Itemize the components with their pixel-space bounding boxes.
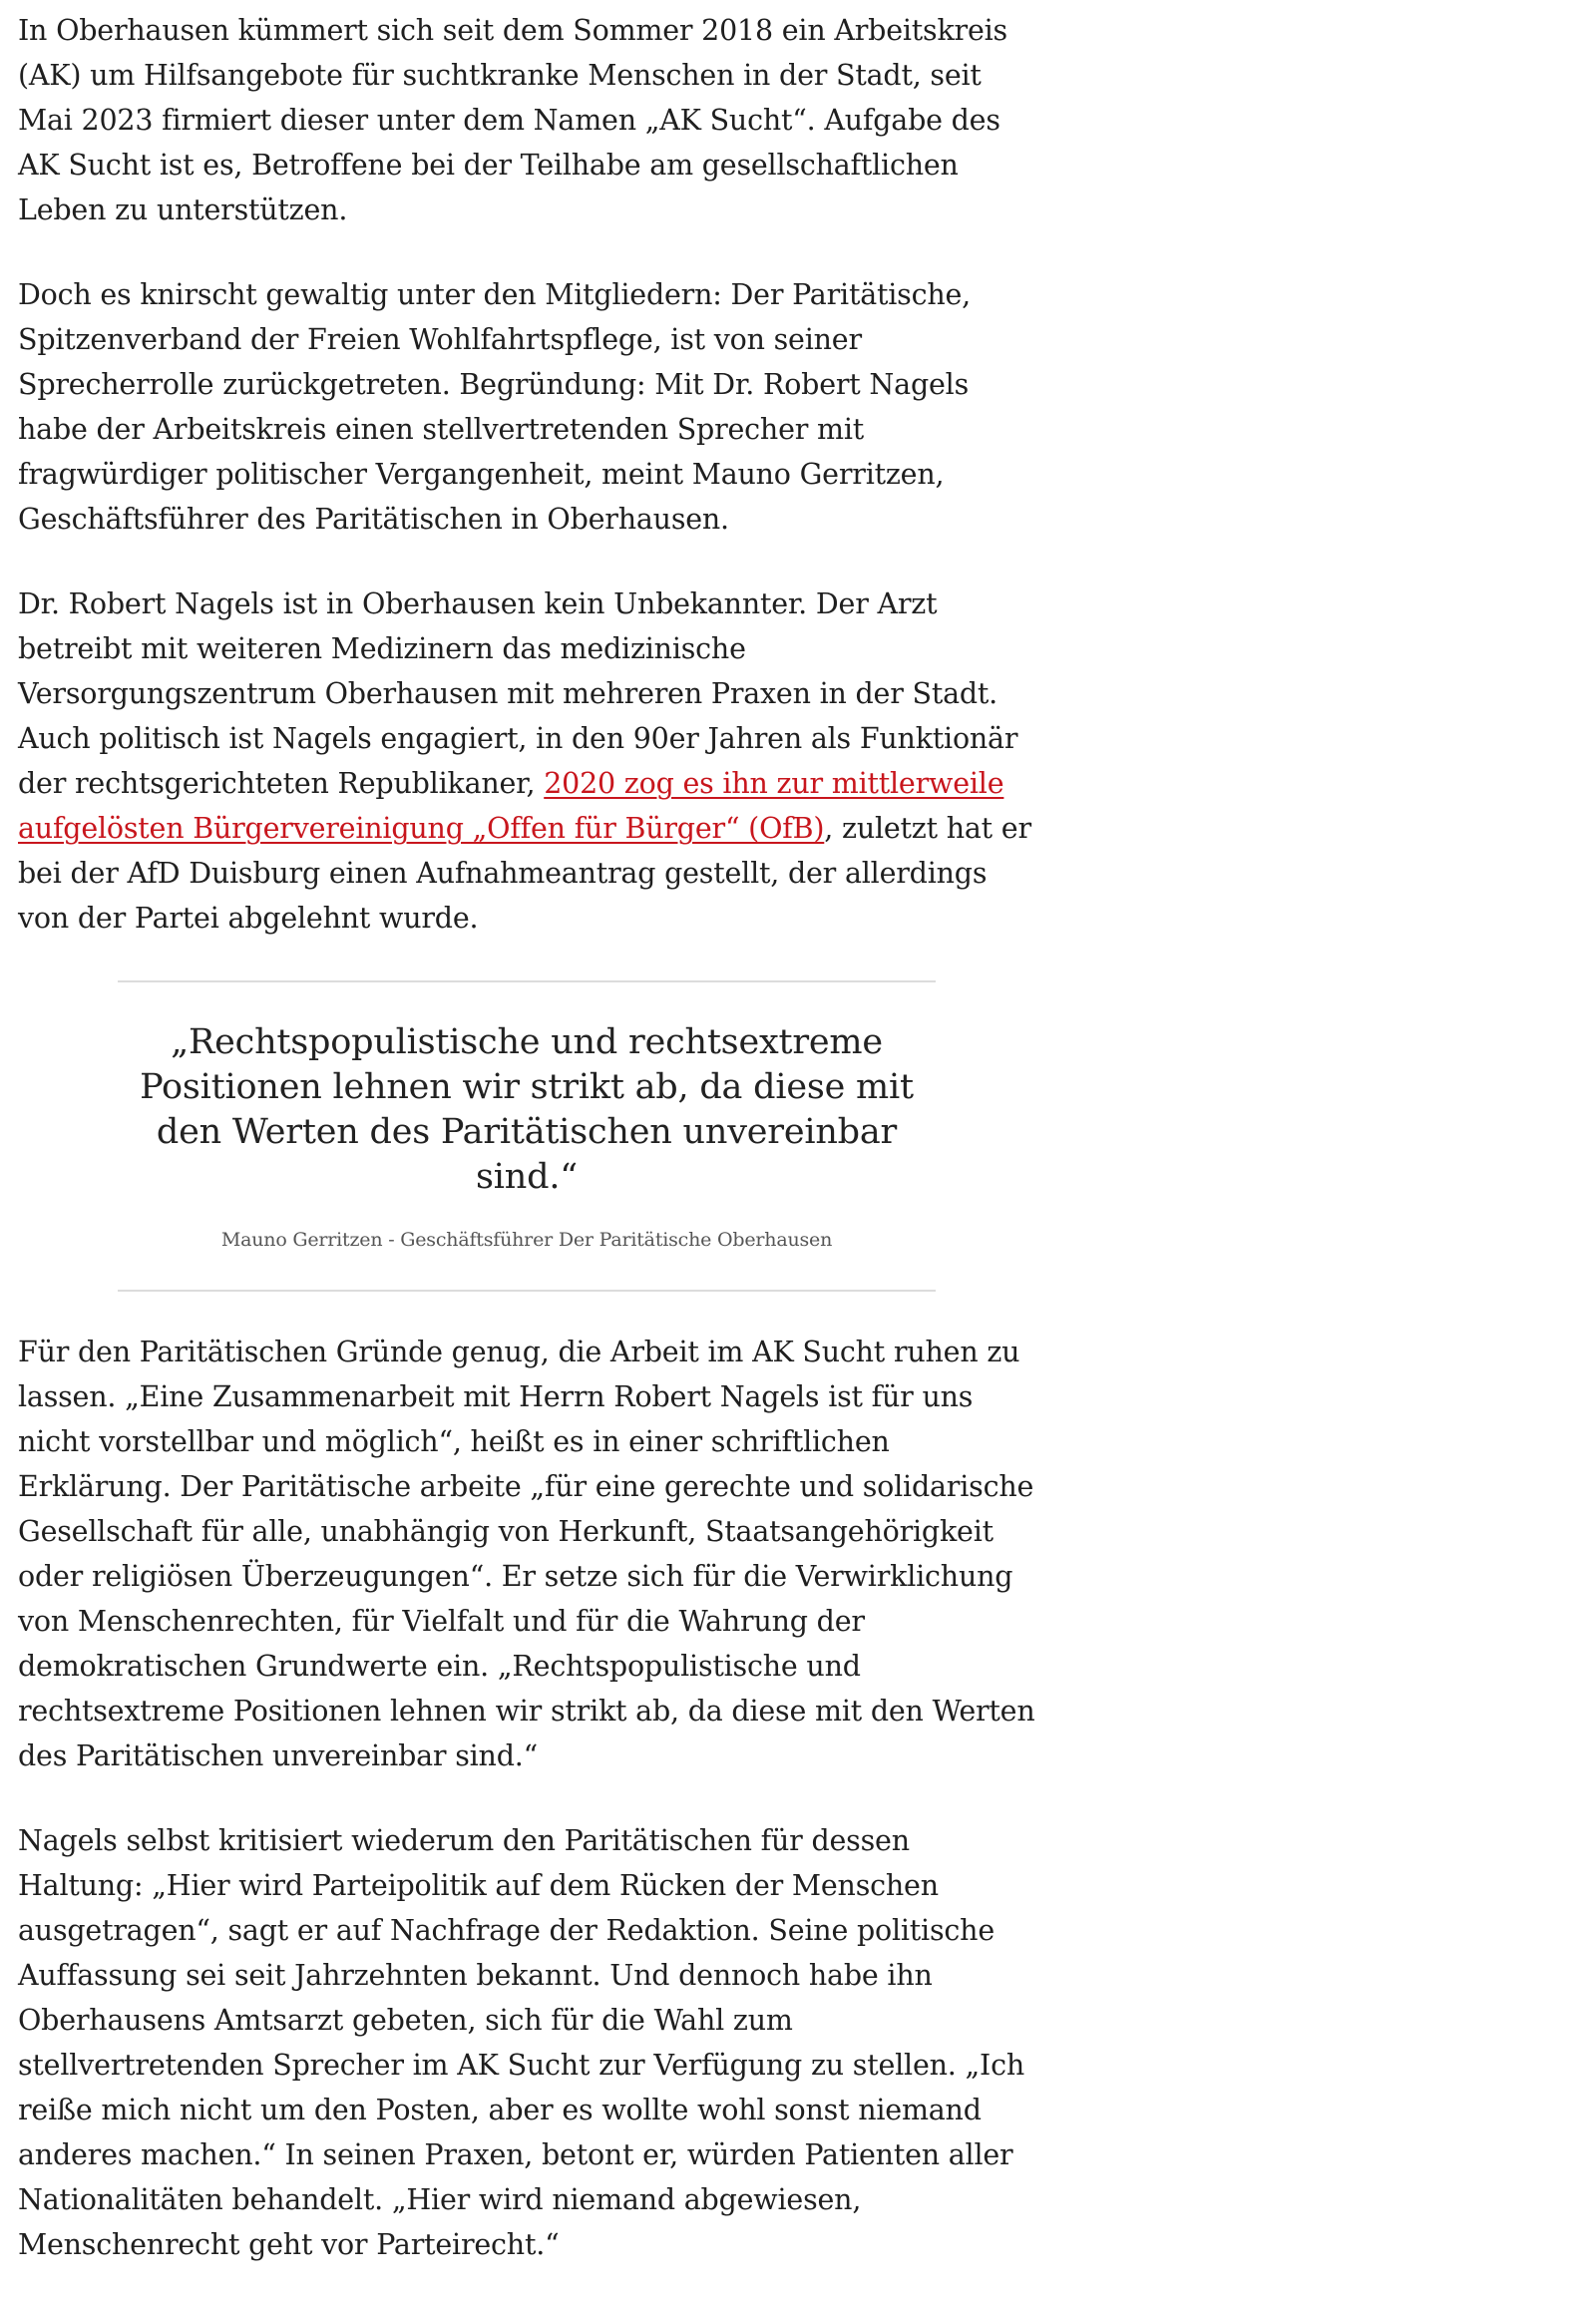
quote-attribution: Mauno Gerritzen - Geschäftsführer Der Paritätische Oberhausen bbox=[220, 1229, 833, 1251]
quote-bottom-divider bbox=[118, 1290, 936, 1292]
paragraph-nagels-response: Nagels selbst kritisiert wiederum den Paritätischen für dessen Haltung: „Hier wird Parteipolitik auf dem Rücken der Menschen ausgetragen“, sagt er auf Nachfrage der Redaktion. Seine politische Auffassung sei seit Jahrzehnten bekannt. Und dennoch habe ihn Oberhausens Amtsarzt gebeten, sich für die Wahl zum stellvertretenden Sprecher im AK Sucht zur Verfügung zu stellen. „Ich reiße mich nicht um den Posten, aber es wollte wohl sonst niemand anderes machen.“ In seinen Praxen, betont er, würden Patienten aller Nationalitäten behandelt. „Hier wird niemand abgewiesen, Menschenrecht geht vor Parteirecht.“ bbox=[18, 1824, 1025, 2261]
paragraph-nagels-background bbox=[18, 581, 1035, 941]
article-body bbox=[18, 8, 1035, 2307]
pull-quote bbox=[18, 980, 1035, 1292]
quote-text: „Rechtspopulistische und rechtsextreme Positionen lehnen wir strikt ab, da diese mit den Werten des Paritätischen unvereinbar sind.“ bbox=[140, 1022, 914, 1197]
quote-top-divider bbox=[118, 980, 936, 982]
paragraph-intro: In Oberhausen kümmert sich seit dem Sommer 2018 ein Arbeitskreis (AK) um Hilfsangebote für suchtkranke Menschen in der Stadt, seit Mai 2023 firmiert dieser unter dem Namen „AK Sucht“. Aufgabe des AK Sucht ist es, Betroffene bei der Teilhabe am gesellschaftlichen Leben zu unterstützen. bbox=[18, 14, 1007, 226]
paragraph-paritaetische-statement: Für den Paritätischen Gründe genug, die Arbeit im AK Sucht ruhen zu lassen. „Eine Zusammenarbeit mit Herrn Robert Nagels ist für uns nicht vorstellbar und möglich“, heißt es in einer schriftlichen Erklärung. Der Paritätische arbeite „für eine gerechte und solidarische Gesellschaft für alle, unabhängig von Herkunft, Staatsangehörigkeit oder religiösen Überzeugungen“. Er setze sich für die Verwirklichung von Menschenrechten, für Vielfalt und für die Wahrung der demokratischen Grundwerte ein. „Rechtspopulistische und rechtsextreme Positionen lehnen wir strikt ab, da diese mit den Werten des Paritätischen unvereinbar sind.“ bbox=[18, 1336, 1035, 1772]
paragraph-conflict: Doch es knirscht gewaltig unter den Mitgliedern: Der Paritätische, Spitzenverband der Freien Wohlfahrtspflege, ist von seiner Sprecherrolle zurückgetreten. Begründung: Mit Dr. Robert Nagels habe der Arbeitskreis einen stellvertretenden Sprecher mit fragwürdiger politischer Vergangenheit, meint Mauno Gerritzen, Geschäftsführer des Paritätischen in Oberhausen. bbox=[18, 278, 972, 536]
ofb-article-link[interactable]: 2020 zog es ihn zur mittlerweile aufgelösten Bürgervereinigung „Offen für Bürger“ (OfB) bbox=[18, 767, 1004, 845]
paragraph-text: Dr. Robert Nagels ist in Oberhausen kein Unbekannter. Der Arzt betreibt mit weiteren Medizinern das medizinische Versorgungszentrum Oberhausen mit mehreren Praxen in der Stadt. Auch politisch ist Nagels engagiert, in den 90er Jahren als Funktionär der rechtsgerichteten Republikaner, bbox=[18, 587, 1018, 800]
paragraph-text: , zuletzt hat er bei der AfD Duisburg einen Aufnahmeantrag gestellt, der allerdings von der Partei abgelehnt wurde. bbox=[18, 812, 1031, 935]
